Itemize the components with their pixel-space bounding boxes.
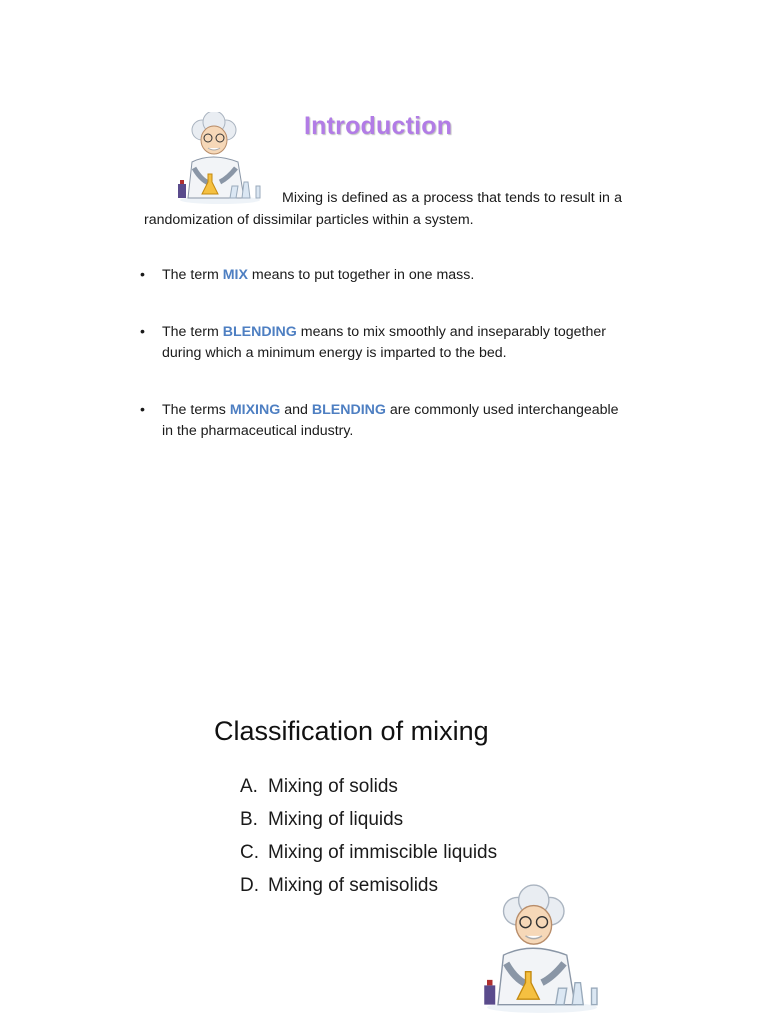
item-letter: A.: [240, 776, 258, 797]
term-mix: MIX: [222, 267, 248, 283]
item-label: Mixing of immiscible liquids: [268, 842, 498, 863]
classification-item: [240, 842, 540, 864]
term-blending: BLENDING: [311, 402, 386, 418]
item-letter: B.: [240, 809, 258, 830]
classification-title: Classification of mixing: [214, 716, 489, 746]
bullet-text: means to put together in one mass.: [247, 267, 475, 283]
bullet-text: means to mix smoothly and inseparably together during which a minimum energy is imparted to the bed.: [162, 324, 606, 361]
bullet-item-mixing-blending: [140, 400, 620, 442]
bullet-text: and: [280, 402, 312, 418]
item-letter: C.: [240, 842, 259, 863]
term-blending: BLENDING: [222, 324, 297, 340]
bullet-text: The term: [162, 324, 223, 340]
bullet-text: are commonly used interchangeable in the pharmaceutical industry.: [162, 402, 619, 439]
bullet-dot: •: [140, 267, 145, 283]
classification-item: [240, 776, 540, 798]
scientist-illustration-bottom: [476, 884, 608, 1018]
definition-paragraph: [144, 187, 622, 231]
item-label: Mixing of liquids: [268, 809, 404, 830]
bullet-item-blending: [140, 322, 620, 364]
bullet-text: The terms: [162, 402, 230, 418]
item-label: Mixing of semisolids: [268, 875, 438, 896]
bullet-dot: •: [140, 402, 145, 418]
classification-item: [240, 809, 540, 831]
bullet-item-mix: [140, 265, 620, 286]
term-mixing: MIXING: [229, 402, 281, 418]
item-letter: D.: [240, 875, 259, 896]
definition-text: Mixing is defined as a process that tends to result in a randomization of dissimilar particles within a system.: [144, 190, 622, 228]
item-label: Mixing of solids: [268, 776, 398, 797]
bullet-dot: •: [140, 324, 145, 340]
bullet-text: The term: [162, 267, 223, 283]
intro-title: Introduction: [304, 112, 453, 140]
